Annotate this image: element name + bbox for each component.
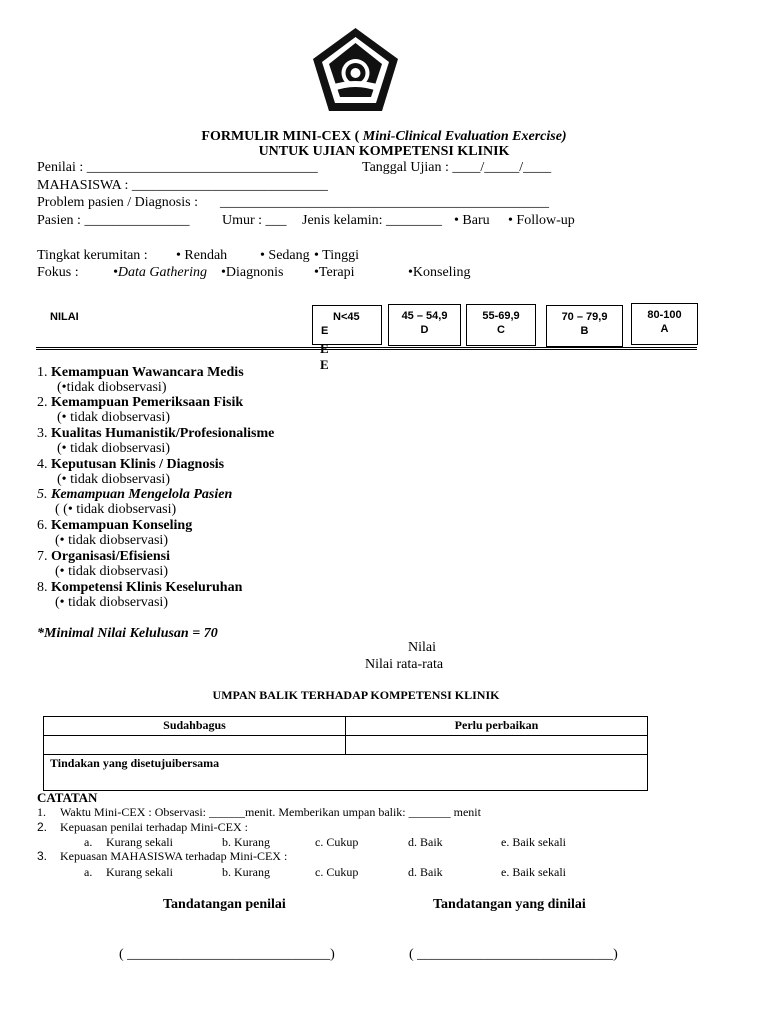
catatan-line-3: Kepuasan MAHASISWA terhadap Mini-CEX : [60,849,288,863]
feedback-table [43,716,648,791]
catatan-num-3: 3. [37,849,48,863]
option-cukup[interactable]: c. Cukup [315,835,359,849]
item-3-note[interactable]: (• tidak diobservasi) [57,441,170,456]
item-8-note[interactable]: (• tidak diobservasi) [55,595,168,610]
tanggal-ujian-field[interactable]: Tanggal Ujian : ____/_____/____ [362,160,552,175]
item-3: 3. Kualitas Humanistik/Profesionalisme [37,426,275,441]
item-8: 8. Kompetensi Klinis Keseluruhan [37,580,243,595]
umur-field[interactable]: Umur : ___ [222,213,287,228]
grade-box-b[interactable]: 70 – 79,9 B [546,305,623,347]
fokus-konseling[interactable]: •Konseling [408,265,471,280]
option-kurang-2[interactable]: b. Kurang [222,865,270,879]
signature-penilai-line[interactable]: ( _____________________________) [119,947,335,962]
catatan-title: CATATAN [37,790,98,805]
catatan-num-1: 1. [37,805,46,819]
item-5-note[interactable]: ( (• tidak diobservasi) [55,502,177,517]
kerumitan-label: Tingkat kerumitan : [37,248,148,263]
option-baik-sekali-2[interactable]: e. Baik sekali [501,865,566,879]
catatan-num-2: 2. [37,820,48,834]
nilai-rata-text: Nilai rata-rata [365,657,444,672]
form-subtitle: UNTUK UJIAN KOMPETENSI KLINIK [258,144,510,159]
baru-option[interactable]: • Baru [454,213,490,228]
option-baik[interactable]: d. Baik [408,835,443,849]
kerumitan-rendah[interactable]: • Rendah [176,248,228,263]
item-1-note[interactable]: (•tidak diobservasi) [57,380,167,395]
option-cukup-2[interactable]: c. Cukup [315,865,359,879]
pasien-field[interactable]: Pasien : _______________ [37,213,190,228]
item-5: 5. Kemampuan Mengelola Pasien [37,487,233,502]
kerumitan-sedang[interactable]: • Sedang [260,248,310,263]
problem-field[interactable]: _______________________________________________ [220,195,549,210]
item-6-note[interactable]: (• tidak diobservasi) [55,533,168,548]
feedback-col-sudahbagus: Sudahbagus [44,717,346,736]
divider-line [36,347,697,348]
catatan-line-2: Kepuasan penilai terhadap Mini-CEX : [60,820,248,834]
option-kurang-sekali-2[interactable]: Kurang sekali [106,865,173,879]
item-2-note[interactable]: (• tidak diobservasi) [57,410,170,425]
option-a-label-2: a. [84,865,93,879]
tindakan-cell[interactable]: Tindakan yang disetujuibersama [44,755,648,791]
grade-box-d[interactable]: 45 – 54,9 D [388,304,461,346]
kerumitan-tinggi[interactable]: • Tinggi [314,248,359,263]
option-a-label: a. [84,835,93,849]
fokus-diagnonis[interactable]: •Diagnonis [221,265,284,280]
form-title: FORMULIR MINI-CEX ( Mini-Clinical Evaluation Exercise) [201,129,567,144]
problem-label: Problem pasien / Diagnosis : [37,195,198,210]
nilai-label: NILAI [50,311,79,323]
feedback-cell-perbaikan[interactable] [346,736,648,755]
item-7: 7. Organisasi/Efisiensi [37,549,171,564]
item-2: 2. Kemampuan Pemeriksaan Fisik [37,395,244,410]
grade-extra-e1: E [320,341,329,356]
option-baik-sekali[interactable]: e. Baik sekali [501,835,566,849]
jenis-kelamin-field[interactable]: Jenis kelamin: ________ [302,213,442,228]
divider-line-2 [36,349,697,350]
minimal-nilai-note: *Minimal Nilai Kelulusan = 70 [37,626,218,641]
nilai-text: Nilai [408,640,436,655]
option-kurang-sekali[interactable]: Kurang sekali [106,835,173,849]
option-baik-2[interactable]: d. Baik [408,865,443,879]
signature-dinilai-label: Tandatangan yang dinilai [433,897,586,912]
grade-box-c[interactable]: 55-69,9 C [466,304,536,346]
institution-emblem-icon [309,25,402,115]
grade-box-a[interactable]: 80-100 A [631,303,698,345]
catatan-line-1[interactable]: Waktu Mini-CEX : Observasi: ______menit. Memberikan umpan balik: _______ menit [60,805,481,819]
fokus-label: Fokus : [37,265,79,280]
item-7-note[interactable]: (• tidak diobservasi) [55,564,168,579]
option-kurang[interactable]: b. Kurang [222,835,270,849]
fokus-data-gathering[interactable]: •Data Gathering [113,265,207,280]
fokus-terapi[interactable]: •Terapi [314,265,355,280]
feedback-col-perbaikan: Perlu perbaikan [346,717,648,736]
feedback-cell-sudahbagus[interactable] [44,736,346,755]
mahasiswa-field[interactable]: MAHASISWA : ____________________________ [37,178,328,193]
grade-extra-e2: E [320,357,329,372]
signature-dinilai-line[interactable]: ( ____________________________) [409,947,618,962]
item-1: 1. Kemampuan Wawancara Medis [37,365,244,380]
followup-option[interactable]: • Follow-up [508,213,575,228]
signature-penilai-label: Tandatangan penilai [163,897,286,912]
penilai-field[interactable]: Penilai : _________________________________ [37,160,318,175]
grade-box-e[interactable]: N<45 E [312,305,382,345]
item-4-note[interactable]: (• tidak diobservasi) [57,472,170,487]
feedback-title: UMPAN BALIK TERHADAP KOMPETENSI KLINIK [212,688,500,702]
item-6: 6. Kemampuan Konseling [37,518,193,533]
item-4: 4. Keputusan Klinis / Diagnosis [37,457,225,472]
